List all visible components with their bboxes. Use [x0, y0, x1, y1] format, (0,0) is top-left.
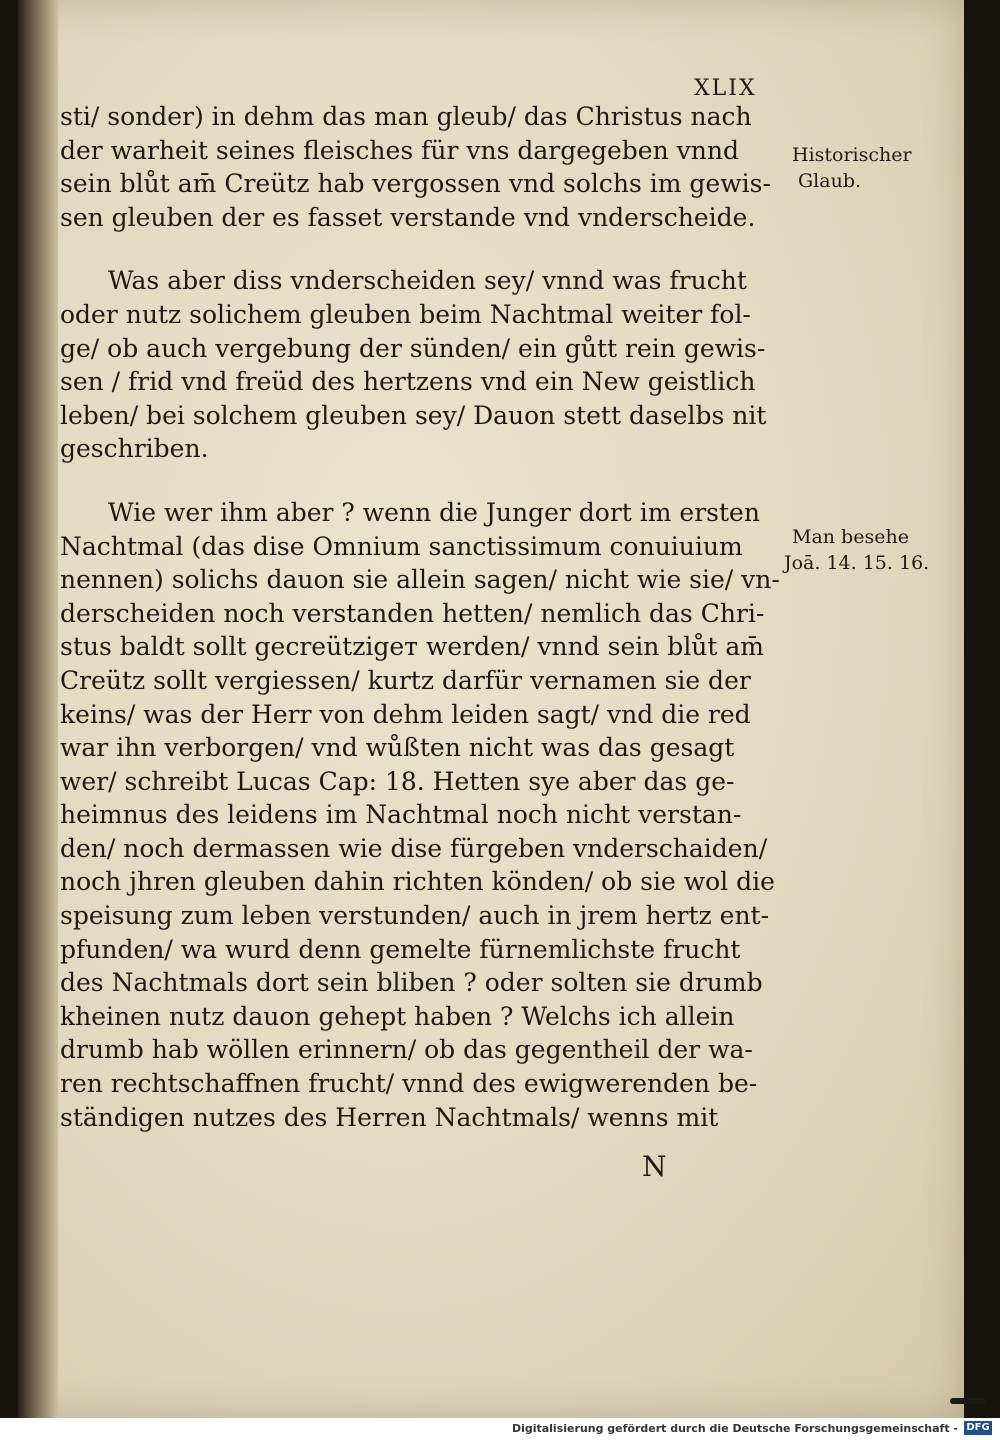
text-line: Was aber diss vnderscheiden sey/ vnnd was frucht: [108, 266, 747, 296]
text-line: derscheiden noch verstanden hetten/ nemlich das Chri-: [60, 598, 765, 628]
text-line: den/ noch dermassen wie dise fürgeben vnderschaiden/: [60, 833, 768, 863]
footer-credit: Digitalisierung gefördert durch die Deutsche Forschungsgemeinschaft -: [511, 1422, 958, 1435]
margin-note-line: Glaub.: [798, 170, 862, 192]
text-line: sti/ sonder) in dehm das man gleub/ das Christus nach: [60, 102, 752, 131]
text-line: des Nachtmals dort sein bliben ? oder solten sie drumb: [60, 968, 763, 998]
text-line: pfunden/ wa wurd denn gemelte fürnemlichste frucht: [60, 934, 741, 964]
text-line: Wie wer ihm aber ? wenn die Junger dort im ersten: [108, 497, 760, 527]
text-line: wer/ schreibt Lucas Cap: 18. Hetten sye aber das ge-: [60, 766, 735, 796]
text-line: kheinen nutz dauon gehept haben ? Welchs ich allein: [60, 1001, 735, 1031]
text-line: leben/ bei solchem gleuben sey/ Dauon stett daselbs nit: [60, 400, 767, 430]
text-line: heimnus des leidens im Nachtmal noch nicht verstan-: [60, 800, 742, 830]
text-line: sen / frid vnd freüd des hertzens vnd ein New geistlich: [60, 367, 756, 397]
text-line: war ihn verborgen/ vnd wůßten nicht was das gesagt: [60, 733, 735, 763]
folio-number: XLIX: [694, 76, 757, 101]
text-line: drumb hab wöllen erinnern/ ob das gegentheil der wa-: [60, 1035, 753, 1065]
text-line: Nachtmal (das dise Omnium sanctissimum conuiuium: [60, 531, 743, 561]
text-line: ge/ ob auch vergebung der sünden/ ein gůtt rein gewis-: [60, 333, 766, 363]
dfg-logo: DFG: [964, 1421, 992, 1435]
margin-note-man-besehe: [784, 524, 929, 576]
text-line: stus baldt sollt gecreützigет werden/ vnnd sein blůt am̄: [60, 632, 765, 662]
ink-smudge: [950, 1398, 986, 1404]
text-line: speisung zum leben verstunden/ auch in jrem hertz ent-: [60, 901, 770, 931]
binding-shadow: [18, 0, 58, 1418]
margin-note-line: Joā. 14. 15. 16.: [784, 552, 930, 574]
text-line: oder nutz solichem gleuben beim Nachtmal weiter fol-: [60, 299, 751, 329]
text-line: Creütz sollt vergiessen/ kurtz darfür vernamen sie der: [60, 665, 751, 695]
text-line: noch jhren gleuben dahin richten könden/ ob sie wol die: [60, 867, 775, 897]
text-line: sen gleuben der es fasset verstande vnd vnderscheide.: [60, 202, 756, 232]
text-line: keins/ was der Herr von dehm leiden sagt/ vnd die red: [60, 699, 751, 729]
margin-note-line: Man besehe: [792, 526, 909, 548]
text-line: sein blůt am̄ Creütz hab vergossen vnd solchs im gewis-: [60, 169, 771, 199]
text-line: geschriben.: [60, 434, 209, 464]
text-line: der warheit seines fleisches für vns dargegeben vnnd: [60, 135, 739, 165]
text-line: ren rechtschaffnen frucht/ vnnd des ewigwerenden be-: [60, 1069, 758, 1099]
main-text-block: [60, 100, 790, 1134]
catchword: N: [642, 1150, 667, 1183]
margin-note-line: Historischer: [792, 144, 912, 166]
margin-note-historischer: [792, 142, 912, 194]
text-line: ständigen nutzes des Herren Nachtmals/ wenns mit: [60, 1102, 719, 1132]
text-line: nennen) solichs dauon sie allein sagen/ nicht wie sie/ vn-: [60, 565, 780, 595]
